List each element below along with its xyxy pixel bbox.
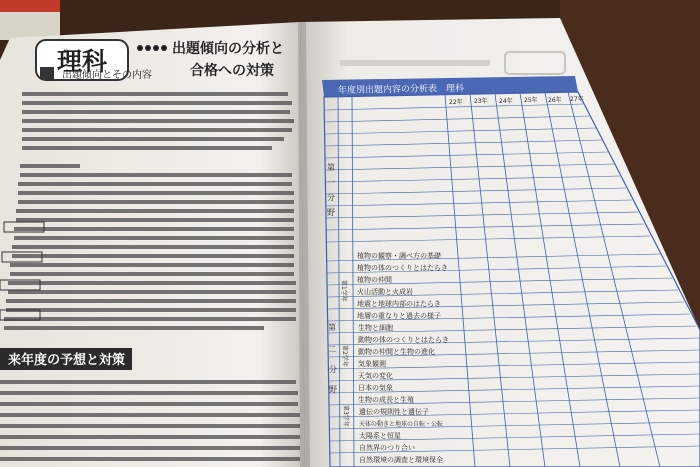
topic-row: 天体の動きと地球の自転・公転: [359, 421, 444, 428]
field-char-8: 野: [329, 385, 337, 394]
topic-row: 自然環境の調査と環境保全: [359, 456, 443, 464]
field-char-2: 一: [327, 178, 335, 187]
field-char-3: 分: [327, 193, 335, 202]
section2-title: 来年度の予想と対策: [8, 353, 126, 368]
topic-row: 植物の仲間: [357, 276, 392, 284]
topic-row: 生物の成長と生殖: [358, 396, 414, 404]
left-page: [0, 22, 305, 467]
topic-row: 地震と地球内部のはたらき: [357, 300, 441, 308]
field-char-4: 野: [327, 208, 335, 217]
section1-title: 出題傾向とその内容: [62, 70, 152, 81]
table-title: 年度別出題内容の分析表 理科: [337, 83, 465, 96]
grade-1: 第1学年: [340, 280, 347, 302]
year-26: 26年: [548, 97, 562, 104]
field-char-7: 分: [329, 365, 337, 374]
field-char-1: 第: [327, 163, 335, 172]
topic-row: 遺伝の規則性と遺伝子: [359, 408, 429, 416]
topic-row: 太陽系と恒星: [359, 432, 401, 440]
heading-line2: 合格への対策: [190, 63, 274, 79]
topic-row: 天気の変化: [358, 372, 393, 380]
heading-line1: 出題傾向の分析と: [172, 41, 284, 57]
year-24: 24年: [499, 98, 513, 105]
year-25: 25年: [524, 97, 538, 104]
topic-row: 植物の観察・調べ方の基礎: [357, 252, 441, 260]
topic-row: 気象観測: [358, 360, 386, 368]
grade-3: 第3学年: [342, 405, 349, 427]
topic-row: 自然界のつり合い: [359, 444, 415, 452]
year-27: 27年: [570, 96, 584, 103]
topic-row: 植物の体のつくりとはたらき: [357, 264, 448, 272]
topic-row: 動物の体のつくりとはたらき: [358, 336, 449, 344]
year-22: 22年: [449, 99, 463, 106]
topic-row: 生物と細胞: [358, 324, 393, 332]
topic-row: 日本の気象: [358, 384, 393, 392]
topic-row: 地層の重なりと過去の様子: [357, 312, 441, 320]
field-char-5: 第: [328, 323, 336, 332]
subject-title: 理科: [56, 47, 108, 76]
topic-row: 火山活動と火成岩: [357, 288, 413, 296]
year-23: 23年: [474, 98, 488, 105]
grade-2: 第2学年: [341, 345, 348, 367]
field-char-6: 二: [328, 345, 336, 354]
topic-row: 動物の仲間と生物の進化: [358, 348, 435, 356]
